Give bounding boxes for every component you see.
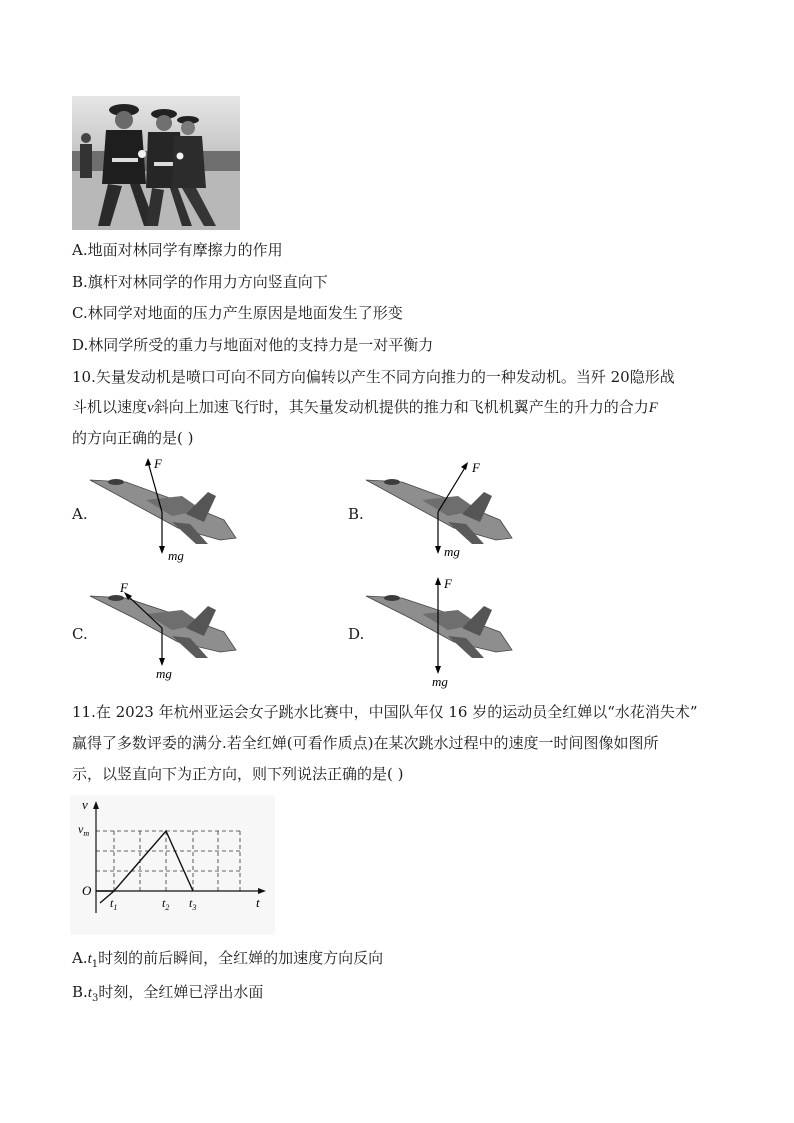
t-axis-label: t	[256, 895, 260, 910]
jet-b-weight-label: mg	[444, 544, 460, 559]
jet-a	[90, 479, 236, 544]
v-axis-label: v	[82, 797, 88, 812]
jet-diagram-a	[86, 452, 246, 572]
q11-option-b: $B.t_3$时刻，全红婵已浮出水面	[72, 983, 264, 1004]
q9-option-d: D.林同学所受的重力与地面对他的支持力是一对平衡力	[72, 336, 434, 354]
q10-stem-line2: 斗机以速度v斜向上加速飞行时，其矢量发动机提供的推力和飞机机翼产生的升力的合力F	[72, 398, 658, 416]
vm-label: $v_m$	[78, 822, 90, 838]
jet-diagram-b	[362, 452, 522, 572]
t1-label: $t_1$	[110, 896, 118, 912]
jet-diagram-d	[362, 572, 522, 696]
t3-label: $t_3$	[189, 896, 197, 912]
jet-b-force-label: F	[472, 460, 480, 475]
honor-guard-photo	[72, 96, 240, 230]
q9-option-b: B.旗杆对林同学的作用力方向竖直向下	[72, 273, 328, 291]
q10-stem-line1: 10.矢量发动机是喷口可向不同方向偏转以产生不同方向推力的一种发动机。当歼 20隐形战	[72, 368, 675, 386]
velocity-time-graph	[70, 795, 275, 935]
q9-option-c: C.林同学对地面的压力产生原因是地面发生了形变	[72, 304, 403, 322]
jet-c	[90, 595, 236, 658]
jet-a-weight-label: mg	[168, 548, 184, 563]
jet-a-force-label: F	[154, 456, 162, 471]
q11-option-a: $A.t_1$时刻的前后瞬间，全红婵的加速度方向反向	[72, 949, 384, 970]
t2-label: $t_2$	[162, 896, 170, 912]
jet-diagram-c	[86, 572, 246, 692]
origin-label: O	[82, 883, 92, 898]
jet-d-weight-label: mg	[432, 674, 448, 689]
q10-option-c-label: C.	[72, 625, 88, 643]
q10-stem-line3: 的方向正确的是( )	[72, 429, 194, 447]
jet-c-weight-label: mg	[156, 666, 172, 681]
jet-d-force-label: F	[444, 576, 452, 591]
jet-c-force-label: F	[120, 580, 128, 595]
q11-stem-line1: 11.在 2023 年杭州亚运会女子跳水比赛中，中国队年仅 16 岁的运动员全红婵以“水花消失术”	[72, 703, 698, 721]
q10-option-b-label: B.	[348, 505, 364, 523]
jet-d	[366, 595, 512, 658]
q10-option-d-label: D.	[348, 625, 365, 643]
q10-option-a-label: A.	[72, 505, 88, 523]
q11-stem-line3: 示，以竖直向下为正方向，则下列说法正确的是( )	[72, 765, 404, 783]
q11-stem-line2: 赢得了多数评委的满分.若全红婵(可看作质点)在某次跳水过程中的速度一时间图像如图所	[72, 734, 659, 752]
q9-option-a: A.地面对林同学有摩擦力的作用	[72, 241, 283, 259]
